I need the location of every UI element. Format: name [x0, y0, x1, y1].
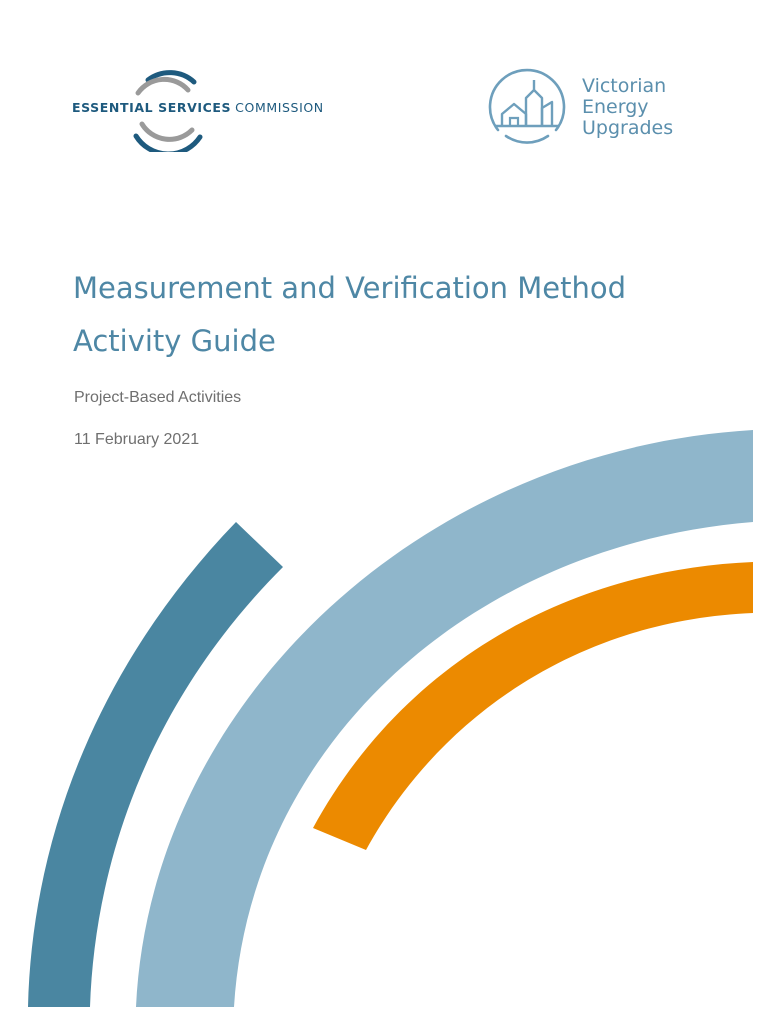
esc-wordmark	[72, 100, 327, 116]
veu-wordmark-line-1: Victorian	[582, 75, 667, 97]
veu-wordmark-line-3: Upgrades	[582, 117, 674, 139]
veu-house-circle-icon	[486, 68, 568, 150]
esc-wordmark-bold: ESSENTIAL SERVICES	[72, 100, 232, 115]
veu-logo	[486, 68, 706, 152]
document-title	[73, 262, 713, 368]
document-date: 11 February 2021	[74, 431, 200, 448]
esc-logo	[70, 66, 360, 152]
document-subtitle: Project-Based Activities	[74, 389, 242, 406]
veu-wordmark-line-2: Energy	[582, 96, 649, 118]
veu-wordmark	[582, 76, 673, 139]
document-title-line-1: Measurement and Verification Method	[73, 271, 627, 305]
document-title-line-2: Activity Guide	[73, 324, 276, 358]
esc-wordmark-light: COMMISSION	[235, 100, 324, 115]
